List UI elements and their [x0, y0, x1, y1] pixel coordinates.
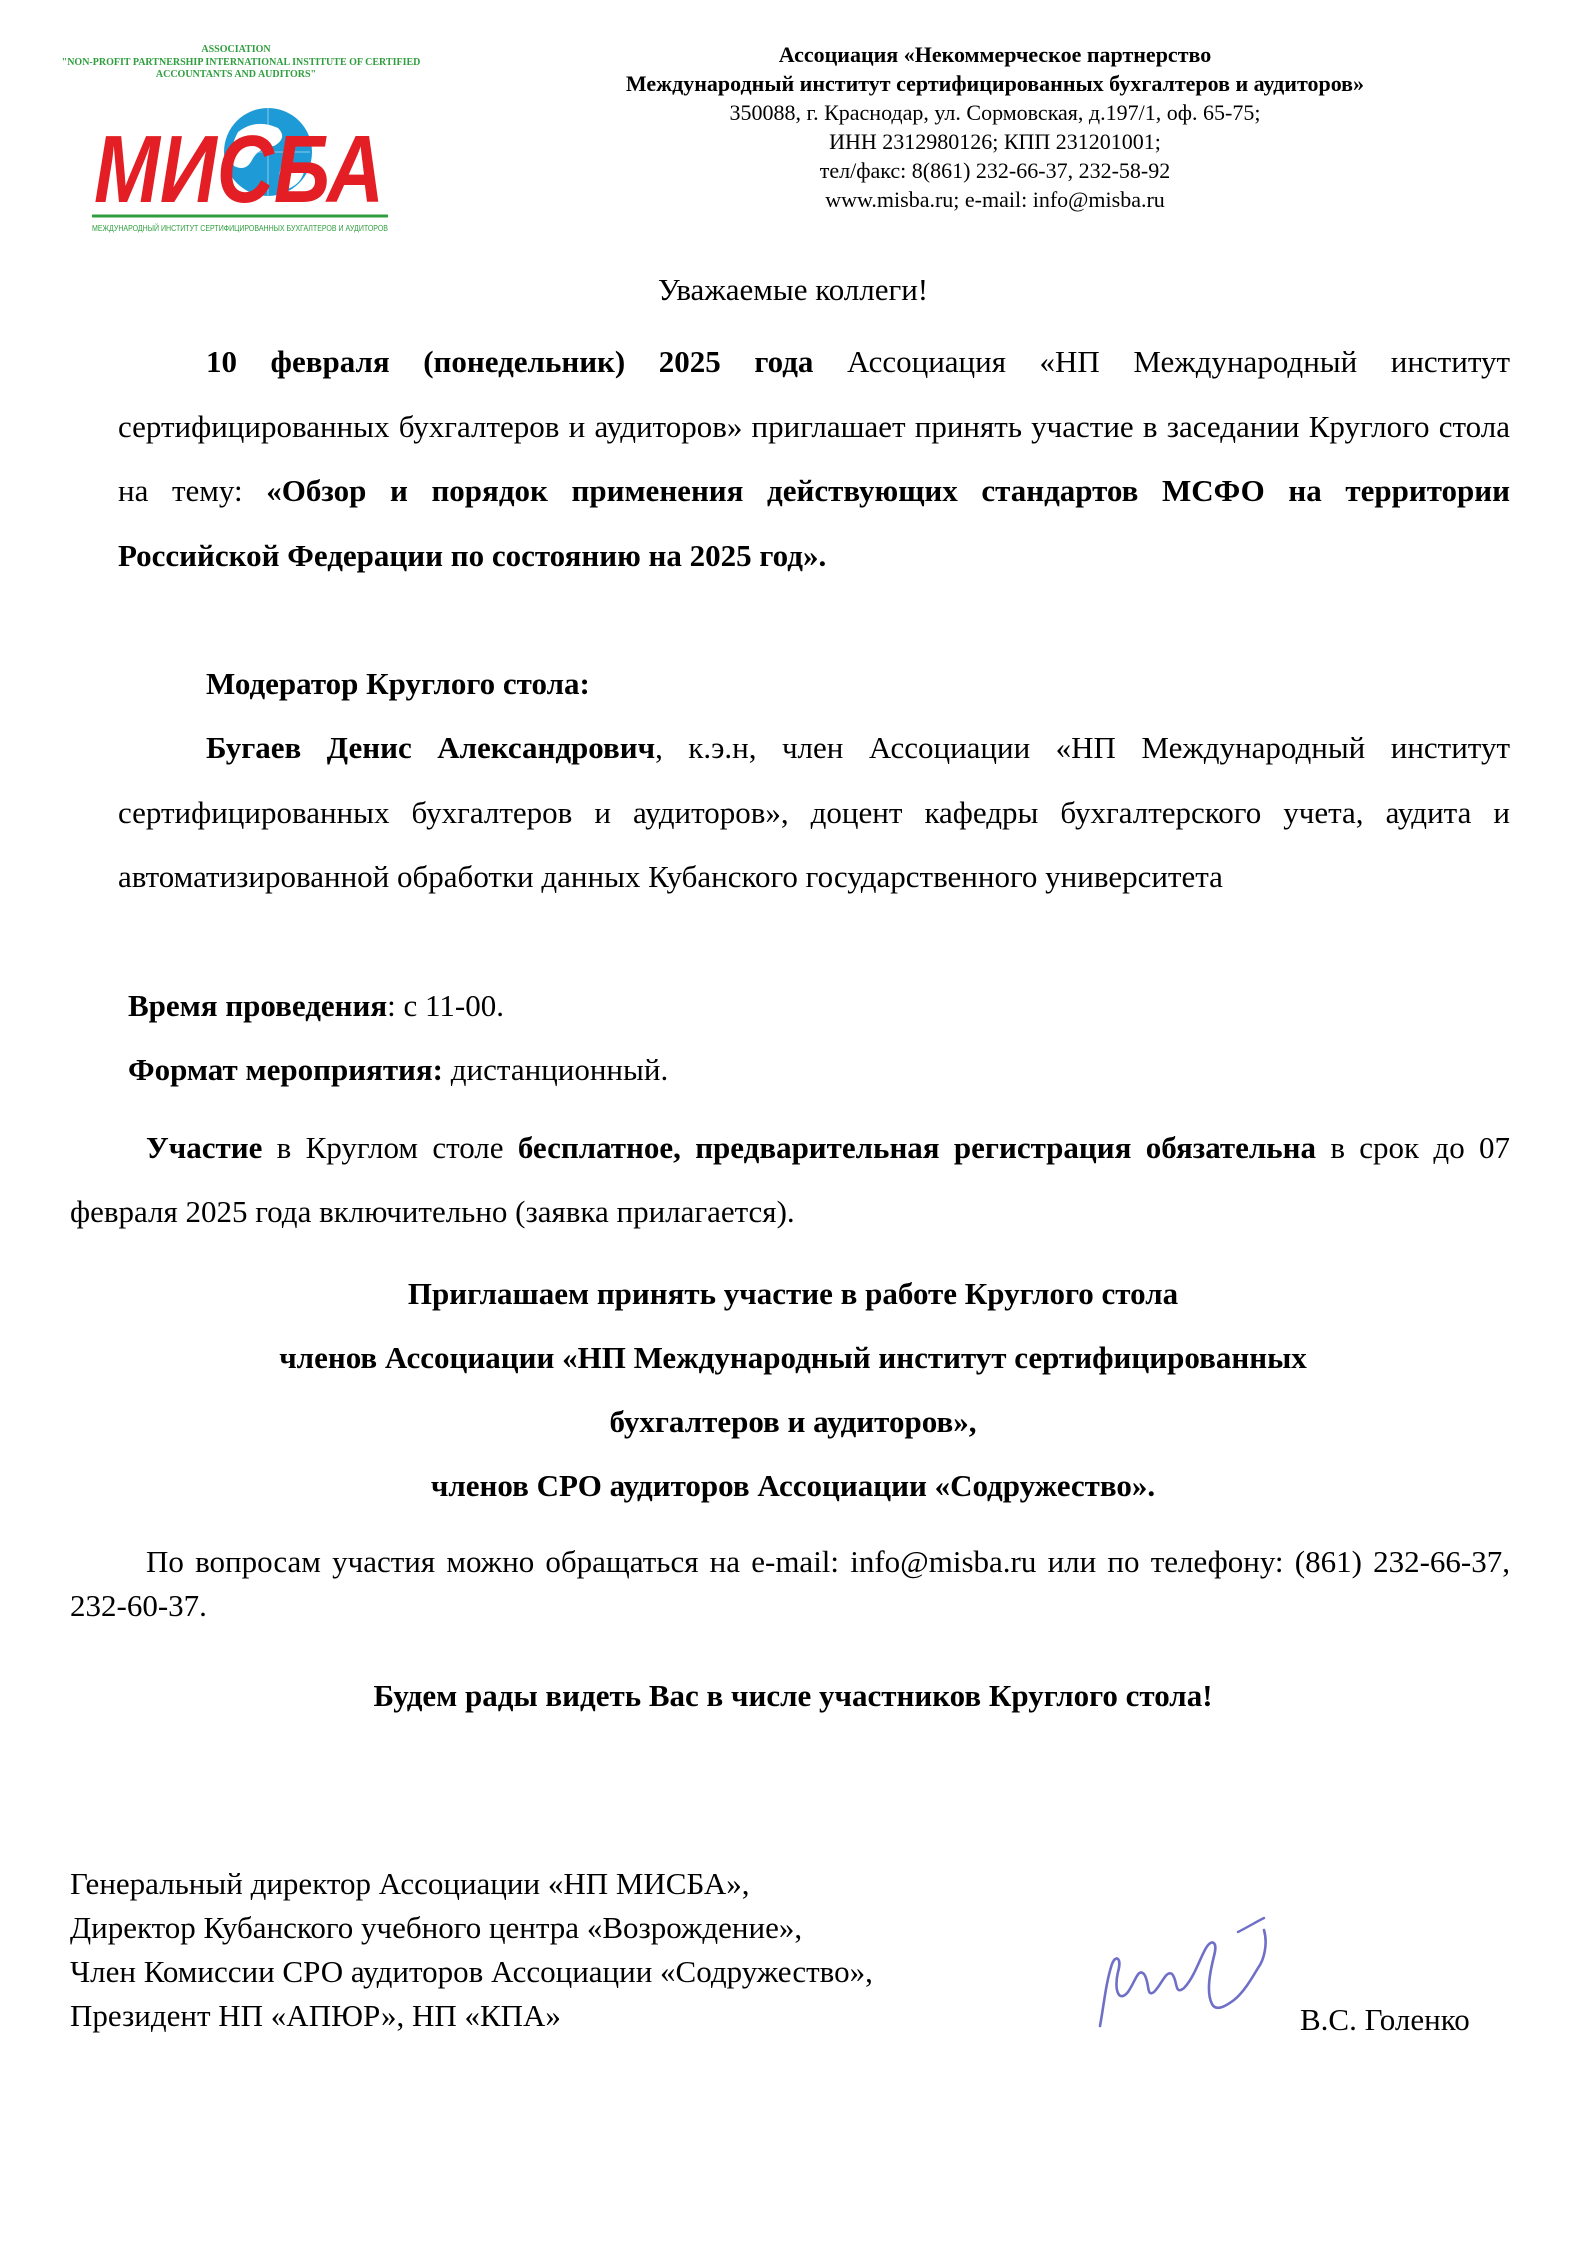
signer-name: В.С. Голенко	[1300, 2002, 1470, 2037]
moderator-name: Бугаев Денис Александрович	[206, 730, 656, 765]
org-inn: ИНН 2312980126; КПП 231201001;	[829, 129, 1161, 154]
invite-line2: членов Ассоциации «НП Международный институт сертифицированных	[279, 1340, 1307, 1375]
invite-line4: членов СРО аудиторов Ассоциации «Содружество».	[430, 1468, 1156, 1503]
format-value: дистанционный.	[443, 1052, 669, 1087]
format-label: Формат мероприятия:	[128, 1052, 444, 1087]
invitation-text: Ассоциация «НП Международный институт сертифицированных бухгалтеров и аудиторов» приглашает принять участие в заседании Круглого стола на тему:	[118, 344, 1511, 508]
invitation-block	[0, 1262, 1586, 1518]
org-title-line1: Ассоциация «Некоммерческое партнерство	[778, 42, 1212, 67]
event-date: 10 февраля (понедельник) 2025 года	[206, 344, 814, 379]
participation-text2: в срок до 07 февраля 2025 года включительно (заявка прилагается).	[70, 1130, 1510, 1229]
time-label: Время проведения	[128, 988, 388, 1023]
signer-role2: Директор Кубанского учебного центра «Возрождение»,	[70, 1910, 803, 1945]
event-time	[128, 974, 504, 1038]
logo-association-line1: ASSOCIATION	[201, 44, 271, 55]
signer-role1: Генеральный директор Ассоциации «НП МИСБА»,	[70, 1866, 750, 1901]
participation-text1: в Круглом столе	[262, 1130, 518, 1165]
invite-line1: Приглашаем принять участие в работе Круглого стола	[407, 1276, 1179, 1311]
org-title-line2: Международный институт сертифицированных бухгалтеров и аудиторов»	[625, 71, 1365, 96]
invite-line3: бухгалтеров и аудиторов»,	[609, 1404, 977, 1439]
time-value: : с 11-00.	[387, 988, 504, 1023]
logo-association-line2: "NON-PROFIT PARTNERSHIP INTERNATIONAL INSTITUTE OF CERTIFIED	[61, 57, 421, 68]
event-format	[128, 1038, 668, 1102]
misba-logo-graphic	[61, 32, 451, 242]
org-web: www.misba.ru; e-mail: info@misba.ru	[825, 187, 1165, 212]
moderator-paragraph	[118, 716, 1510, 910]
misba-logo	[61, 32, 451, 242]
participation-paragraph	[70, 1116, 1510, 1244]
event-topic: «Обзор и порядок применения действующих стандартов МСФО на территории Российской Федерации по состоянию на 2025 год».	[118, 473, 1510, 573]
moderator-description: , к.э.н, член Ассоциации «НП Международный институт сертифицированных бухгалтеров и аудиторов», доцент кафедры бухгалтерского учета, аудита и автоматизированной обработки данных Кубанского государственного университета	[118, 730, 1510, 894]
salutation: Уважаемые коллеги!	[657, 272, 929, 307]
invitation-paragraph	[118, 330, 1510, 588]
logo-wordmark: МИСБА	[94, 116, 384, 223]
participation-bold2: бесплатное, предварительная регистрация обязательна	[517, 1130, 1317, 1165]
org-address: 350088, г. Краснодар, ул. Сормовская, д.197/1, оф. 65-75;	[729, 100, 1261, 125]
closing-line: Будем рады видеть Вас в числе участников Круглого стола!	[373, 1678, 1213, 1713]
letterhead	[420, 40, 1570, 214]
handwritten-signature	[1088, 1908, 1278, 2038]
signer-role4: Президент НП «АПЮР», НП «КПА»	[70, 1998, 561, 2033]
participation-bold1: Участие	[146, 1130, 263, 1165]
signer-roles	[70, 1862, 873, 2038]
moderator-heading: Модератор Круглого стола:	[206, 666, 590, 701]
logo-bottom-text: МЕЖДУНАРОДНЫЙ ИНСТИТУТ СЕРТИФИЦИРОВАННЫХ БУХГАЛТЕРОВ И АУДИТОРОВ	[92, 223, 451, 233]
signer-role3: Член Комиссии СРО аудиторов Ассоциации «Содружество»,	[70, 1954, 873, 1989]
contacts-paragraph: По вопросам участия можно обращаться на e-mail: info@misba.ru или по телефону: (861) 232-66-37, 232-60-37.	[70, 1544, 1510, 1623]
logo-association-line3: ACCOUNTANTS AND AUDITORS"	[155, 69, 317, 80]
org-phone: тел/факс: 8(861) 232-66-37, 232-58-92	[819, 158, 1171, 183]
